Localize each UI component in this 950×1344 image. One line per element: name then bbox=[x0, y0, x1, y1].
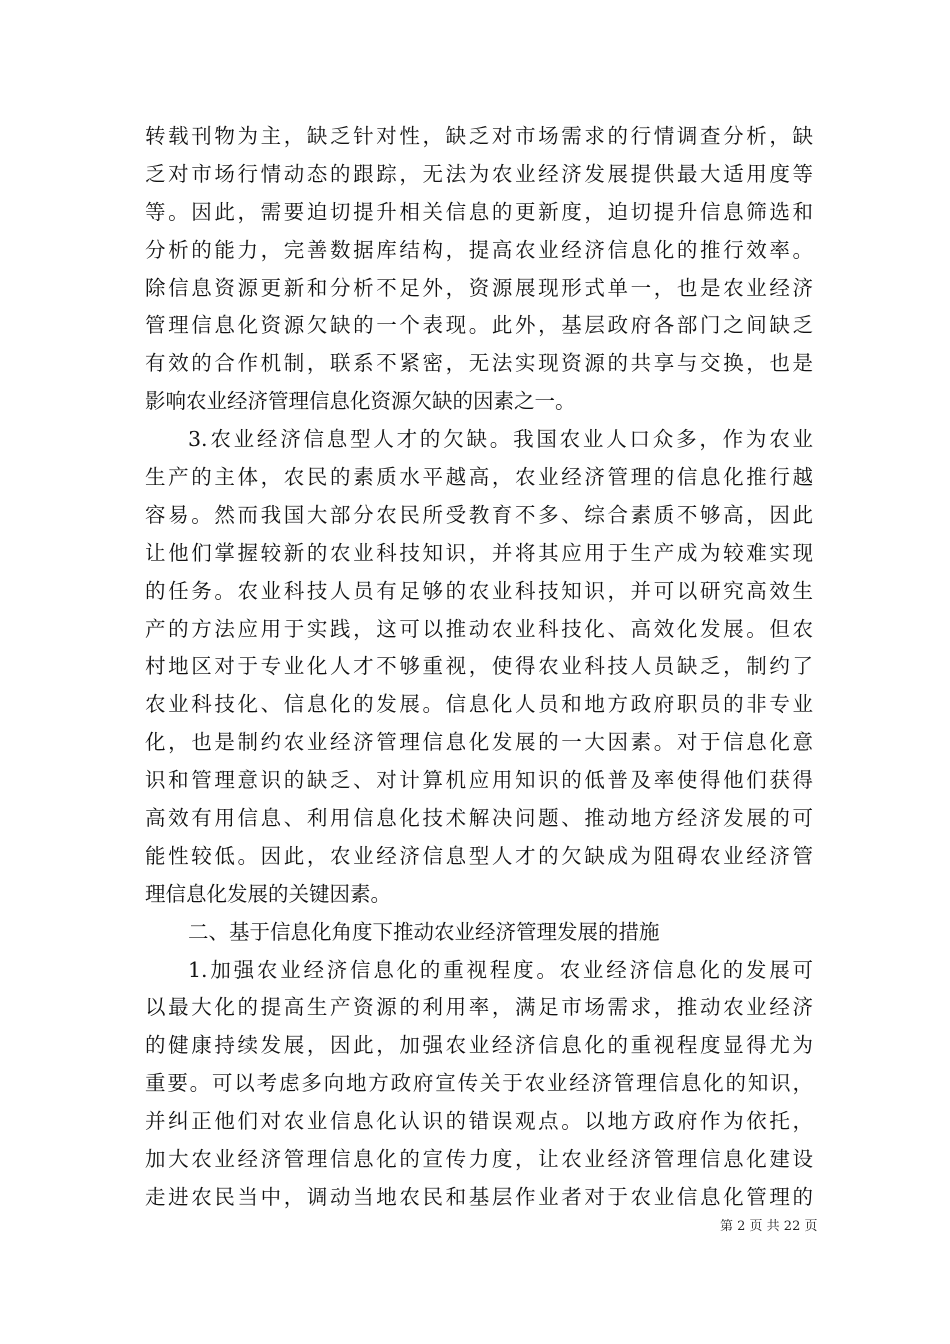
text-line: 能性较低。因此，农业经济信息型人才的欠缺成为阻碍农业经济管 bbox=[145, 843, 813, 868]
text-line: 影响农业经济管理信息化资源欠缺的因素之一。 bbox=[145, 389, 576, 414]
text-line: 让他们掌握较新的农业科技知识，并将其应用于生产成为较难实现 bbox=[145, 540, 813, 565]
text-line: 的健康持续发展，因此，加强农业经济信息化的重视程度显得尤为 bbox=[145, 1033, 813, 1058]
text-line: 产的方法应用于实践，这可以推动农业科技化、高效化发展。但农 bbox=[145, 616, 813, 641]
page-number-footer: 第 2 页 共 22 页 bbox=[720, 1219, 818, 1234]
text-line: 村地区对于专业化人才不够重视，使得农业科技人员缺乏，制约了 bbox=[145, 654, 813, 679]
text-line: 容易。然而我国大部分农民所受教育不多、综合素质不够高，因此 bbox=[145, 502, 813, 527]
text-line: 二、基于信息化角度下推动农业经济管理发展的措施 bbox=[188, 919, 660, 944]
text-line: 转载刊物为主，缺乏针对性，缺乏对市场需求的行情调查分析，缺 bbox=[145, 124, 813, 148]
text-line: 化，也是制约农业经济管理信息化发展的一大因素。对于信息化意 bbox=[145, 730, 813, 755]
text-line: 管理信息化资源欠缺的一个表现。此外，基层政府各部门之间缺乏 bbox=[145, 313, 813, 338]
text-line: 识和管理意识的缺乏、对计算机应用知识的低普及率使得他们获得 bbox=[145, 768, 813, 793]
document-body bbox=[145, 118, 813, 1217]
text-line: 高效有用信息、利用信息化技术解决问题、推动地方经济发展的可 bbox=[145, 806, 813, 831]
text-line: 并纠正他们对农业信息化认识的错误观点。以地方政府作为依托， bbox=[145, 1109, 813, 1134]
text-line: 重要。可以考虑多向地方政府宣传关于农业经济管理信息化的知识， bbox=[145, 1071, 813, 1096]
text-line: 的任务。农业科技人员有足够的农业科技知识，并可以研究高效生 bbox=[145, 578, 813, 603]
text-line: 等。因此，需要迫切提升相关信息的更新度，迫切提升信息筛选和 bbox=[145, 199, 813, 224]
text-line: 农业科技化、信息化的发展。信息化人员和地方政府职员的非专业 bbox=[145, 692, 813, 717]
text-line: 3.农业经济信息型人才的欠缺。我国农业人口众多，作为农业 bbox=[188, 427, 813, 452]
text-line: 除信息资源更新和分析不足外，资源展现形式单一，也是农业经济 bbox=[145, 275, 813, 300]
text-line: 分析的能力，完善数据库结构，提高农业经济信息化的推行效率。 bbox=[145, 237, 813, 262]
text-line: 1.加强农业经济信息化的重视程度。农业经济信息化的发展可 bbox=[188, 957, 813, 982]
text-line: 乏对市场行情动态的跟踪，无法为农业经济发展提供最大适用度等 bbox=[145, 161, 813, 186]
text-line: 生产的主体，农民的素质水平越高，农业经济管理的信息化推行越 bbox=[145, 465, 813, 490]
text-line: 理信息化发展的关键因素。 bbox=[145, 881, 391, 906]
text-line: 加大农业经济管理信息化的宣传力度，让农业经济管理信息化建设 bbox=[145, 1147, 813, 1172]
text-line: 走进农民当中，调动当地农民和基层作业者对于农业信息化管理的 bbox=[145, 1184, 813, 1209]
text-line: 有效的合作机制，联系不紧密，无法实现资源的共享与交换，也是 bbox=[145, 351, 813, 376]
text-line: 以最大化的提高生产资源的利用率，满足市场需求，推动农业经济 bbox=[145, 995, 813, 1020]
